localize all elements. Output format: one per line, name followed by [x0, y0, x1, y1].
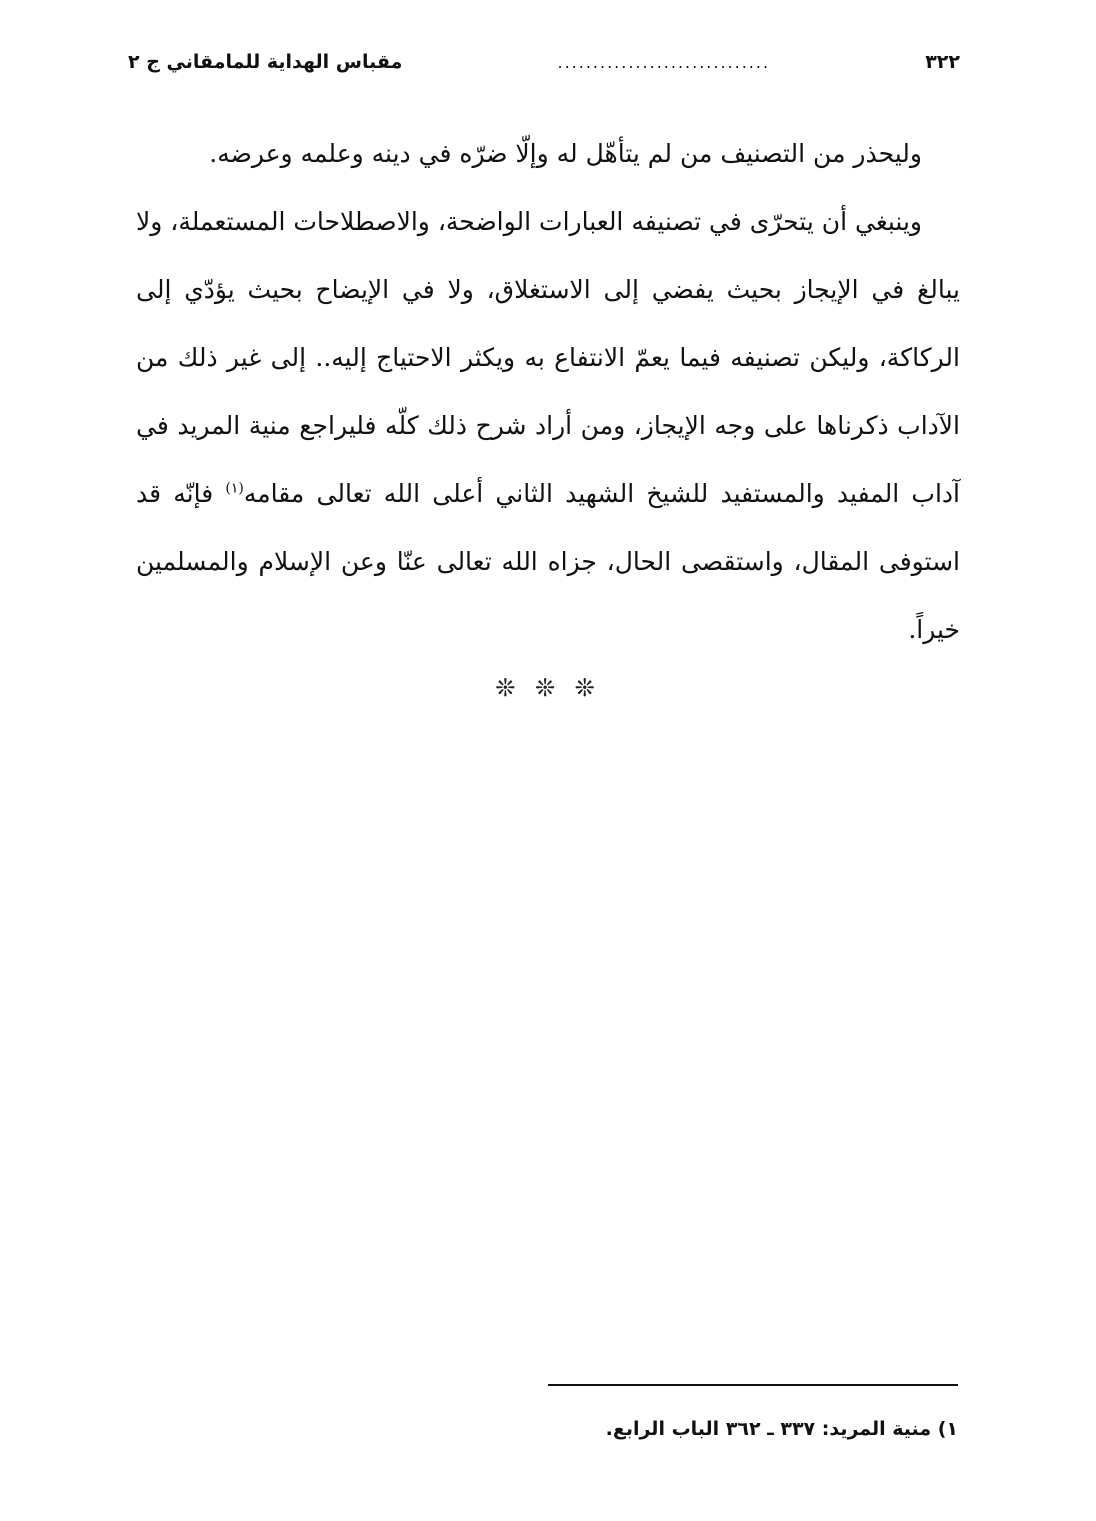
paragraph-1: وليحذر من التصنيف من لم يتأهّل له وإلّا ضرّه في دينه وعلمه وعرضه. — [209, 139, 922, 168]
book-title: مقباس الهداية للمامقاني ج ٢ — [128, 51, 403, 73]
running-header — [128, 44, 960, 80]
paragraph-2 — [136, 188, 960, 664]
section-separator: ❊ ❊ ❊ — [495, 674, 601, 702]
header-leader-dots: .............................. — [557, 52, 771, 72]
footnote-divider — [548, 1384, 958, 1386]
footnote-reference: (١) — [225, 480, 244, 497]
page-number: ٣٢٢ — [925, 51, 960, 73]
main-text — [136, 120, 960, 664]
paragraph-2-main: وينبغي أن يتحرّى في تصنيفه العبارات الواضحة، والاصطلاحات المستعملة، ولا يبالغ في الإيجاز بحيث يفضي إلى الاستغلاق، ولا في الإيضاح بحيث يؤدّي إلى الركاكة، وليكن تصنيفه فيما يعمّ الانتفاع به ويكثر الاحتياج إليه.. إلى غير ذلك من الآداب ذكرناها على وجه الإيجاز، ومن أراد شرح ذلك كلّه فليراجع منية المريد في آداب المفيد والمستفيد للشيخ الشهيد الثاني أعلى الله تعالى مقامه — [136, 207, 960, 508]
footnote: ١) منية المريد: ٣٣٧ ـ ٣٦٢ الباب الرابع. — [605, 1418, 958, 1440]
paragraph-2-tail: فإنّه قد استوفى المقال، واستقصى الحال، جزاه الله تعالى عنّا وعن الإسلام والمسلمين خيراً. — [136, 479, 960, 644]
